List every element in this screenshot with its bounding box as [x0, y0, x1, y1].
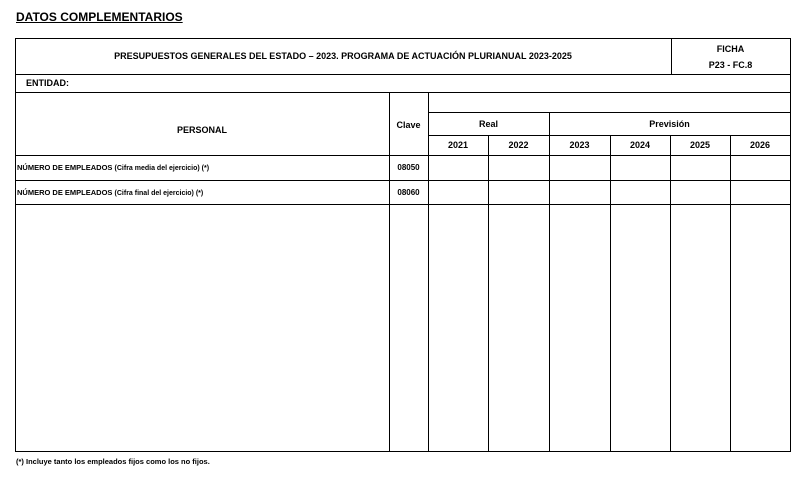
section-title: DATOS COMPLEMENTARIOS	[16, 10, 183, 24]
budget-title: PRESUPUESTOS GENERALES DEL ESTADO – 2023. PROGRAMA DE ACTUACIÓN PLURIANUAL 2023-2025	[114, 51, 572, 61]
table-row	[17, 163, 209, 172]
row-qualifier: (Cifra media del ejercicio) (*)	[114, 165, 210, 172]
footnote: (*) Incluye tanto los empleados fijos como los no fijos.	[16, 457, 210, 466]
year-header: 2021	[447, 140, 469, 150]
year-header: 2023	[569, 140, 590, 150]
row-qualifier: (Cifra final del ejercicio) (*)	[114, 190, 204, 197]
year-header: 2025	[689, 140, 711, 150]
table-row	[17, 188, 203, 197]
row-clave: 08050	[397, 163, 420, 172]
ficha-label: FICHA	[716, 44, 745, 54]
year-header: 2022	[508, 140, 529, 150]
row-clave: 08060	[397, 188, 420, 197]
row-label: NÚMERO DE EMPLEADOS	[17, 188, 113, 197]
group-real: Real	[478, 119, 498, 129]
column-clave: Clave	[396, 120, 421, 130]
column-personal: PERSONAL	[176, 125, 227, 135]
year-header: 2026	[749, 140, 771, 150]
year-header: 2024	[629, 140, 651, 150]
row-label: NÚMERO DE EMPLEADOS	[17, 163, 113, 172]
ficha-code: P23 - FC.8	[708, 60, 753, 70]
group-prevision: Previsión	[649, 119, 690, 129]
entidad-label: ENTIDAD:	[26, 78, 69, 88]
